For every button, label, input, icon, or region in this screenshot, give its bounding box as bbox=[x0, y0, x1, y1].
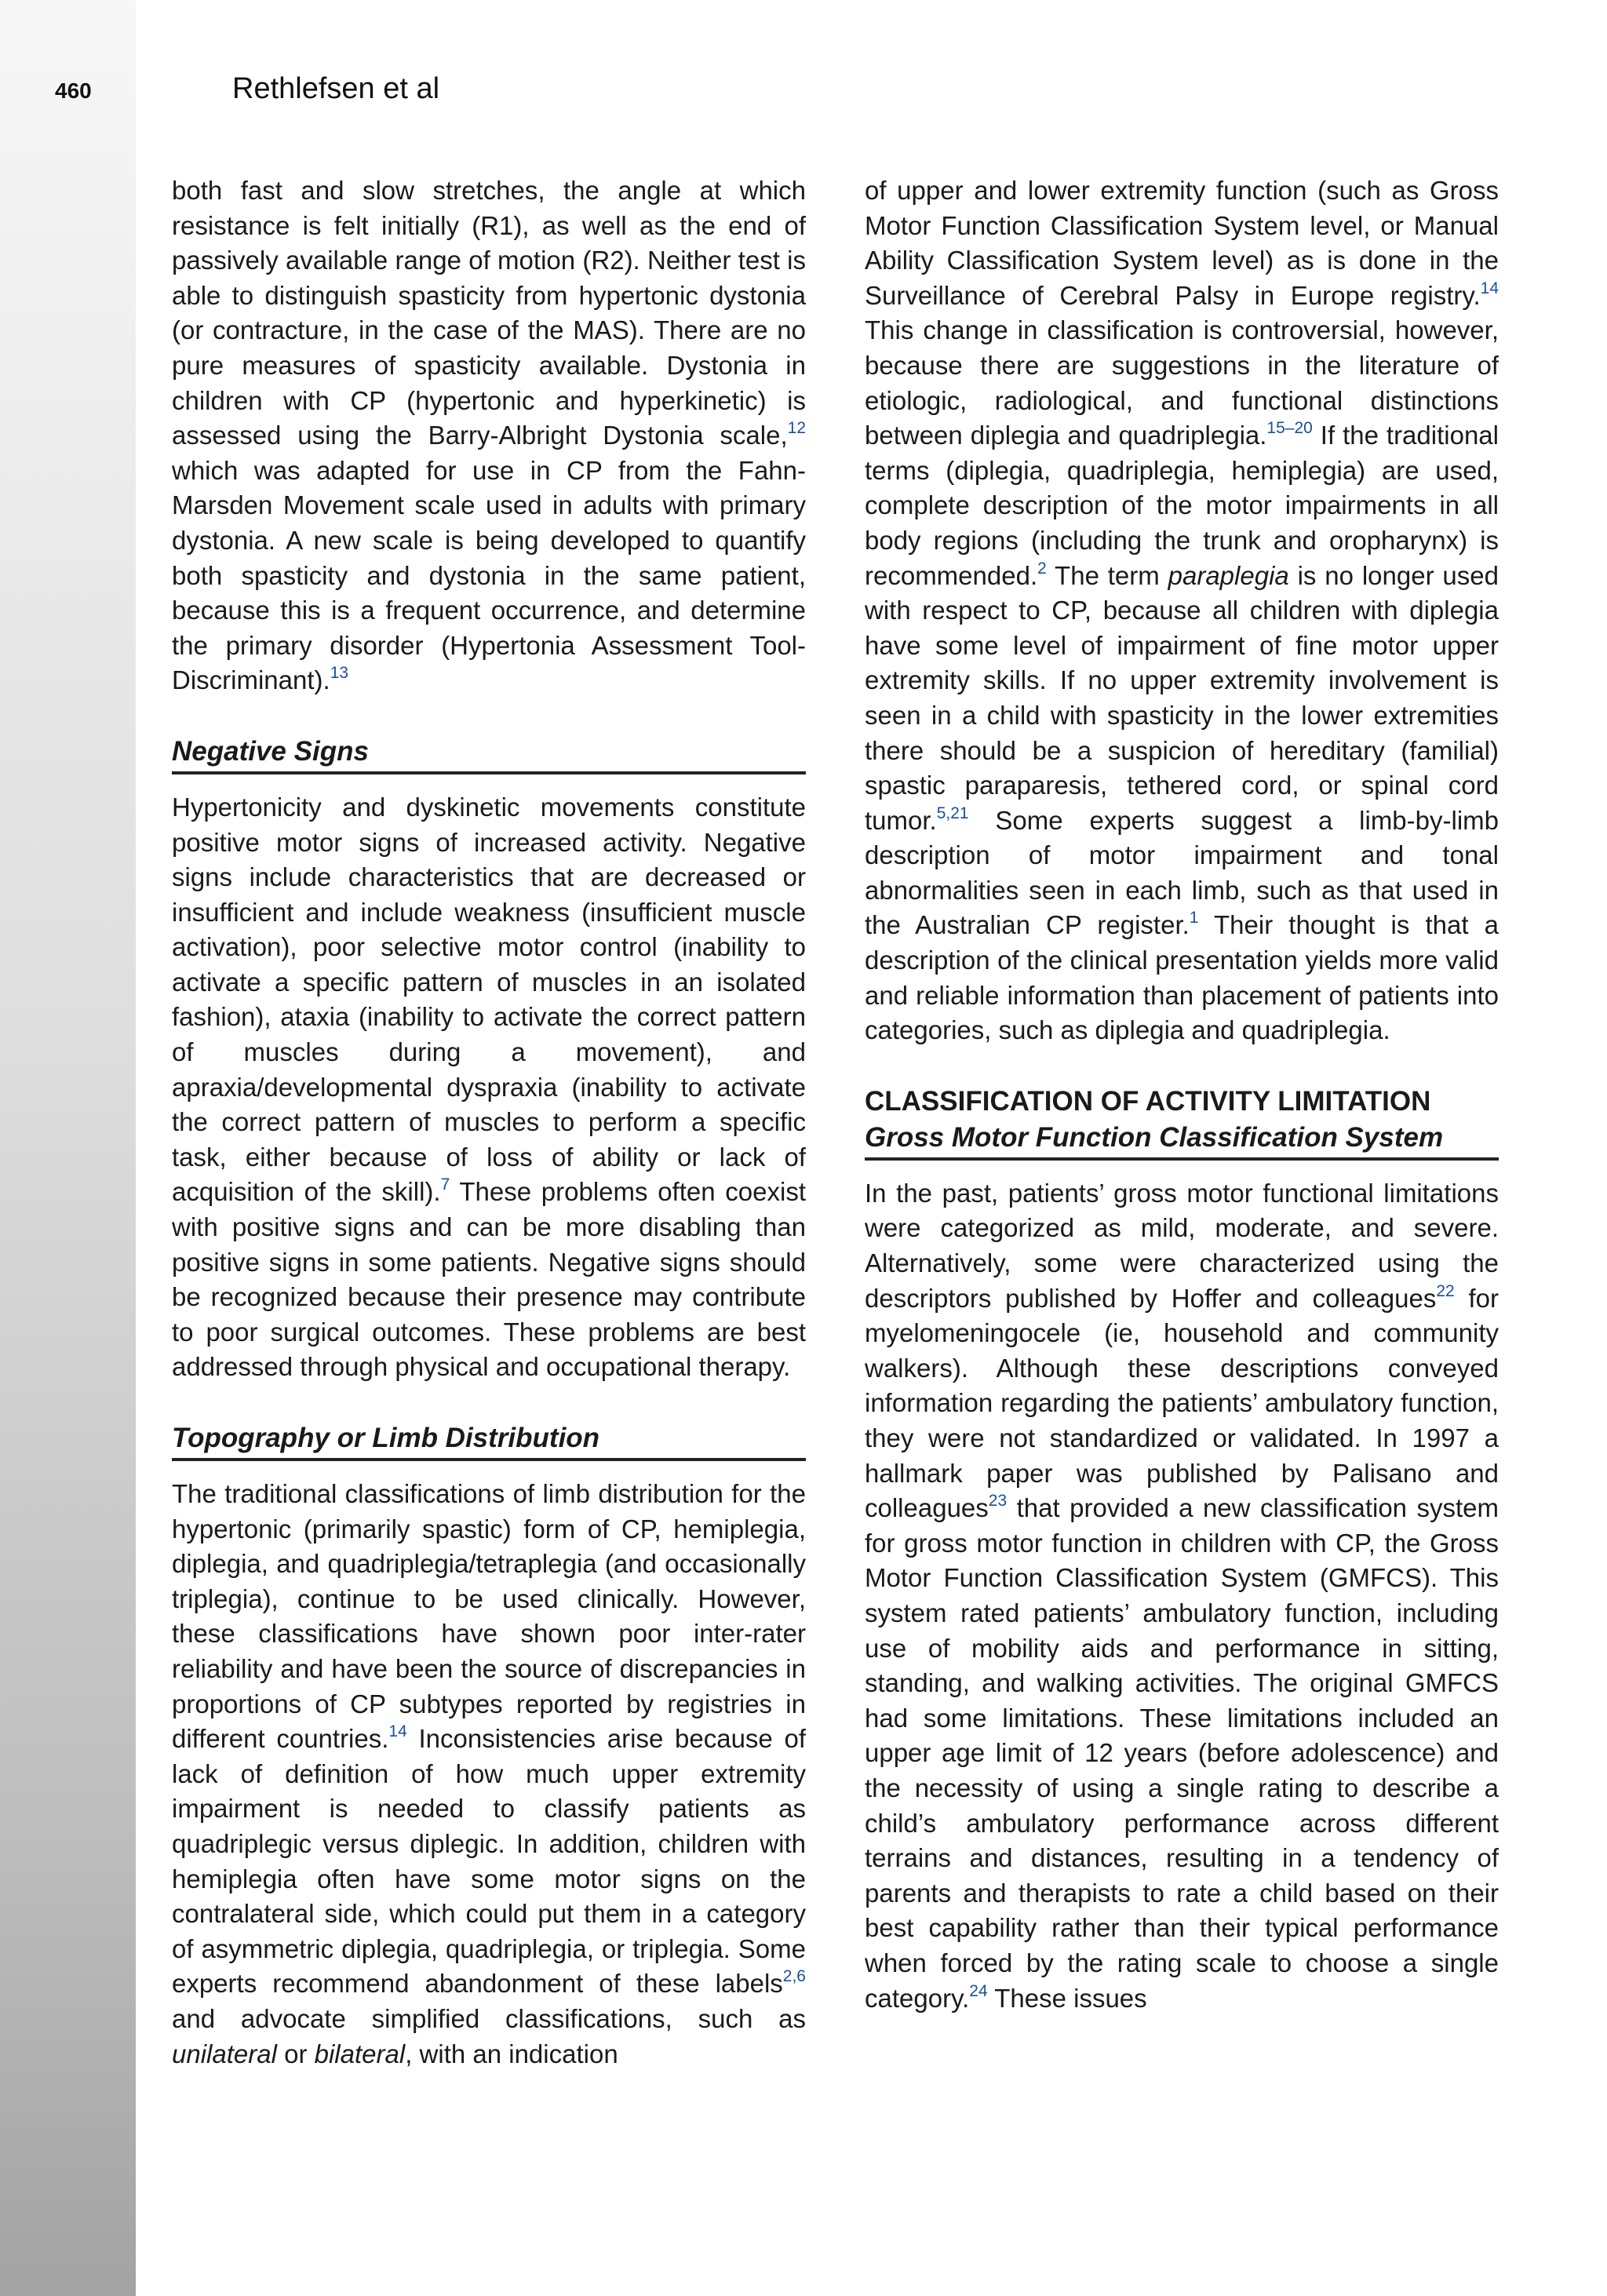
page-number: 460 bbox=[55, 78, 92, 103]
paragraph-topography: The traditional classifications of limb distribution for the hypertonic (primarily spastic) form of CP, hemiplegia, diplegia, and quadriplegia/tetraplegia (and occasionally triplegia), continue to be used clinically. However, these classifications have shown poor inter-rater reliability and have been the source of discrepancies in proportions of CP subtypes reported by registries in different countries.$^{14}$ Inconsistencies arise because of lack of definition of how much upper extremity impairment is needed to classify patients as quadriplegic versus diplegic. In addition, children with hemiplegia often have some motor signs on the contralateral side, which could put them in a category of asymmetric diplegia, quadriplegia, or triplegia. Some experts recommend abandonment of these labels$^{2,6}$ and advocate simplified classifications, such as unilateral or bilateral, with an indication bbox=[172, 1479, 806, 2068]
section-heading-negative-signs: Negative Signs bbox=[172, 734, 806, 774]
section-heading-topography: Topography or Limb Distribution bbox=[172, 1420, 806, 1461]
citation-link[interactable]: 13 bbox=[330, 664, 349, 683]
citation-link[interactable]: 2 bbox=[1037, 559, 1047, 578]
citation-link[interactable]: 12 bbox=[787, 419, 806, 438]
citation-link[interactable]: 14 bbox=[388, 1722, 407, 1741]
left-column bbox=[172, 173, 806, 2072]
paragraph-limb-classification: of upper and lower extremity function (such as Gross Motor Function Classification System level, or Manual Ability Classification System level) as is done in the Surveillance of Cerebral Palsy in Europe registry.$^{14}$ This change in classification is controversial, however, because there are suggestions in the literature of etiologic, radiological, and functional distinctions between diplegia and quadriplegia.$^{15-20}$ If the traditional terms (diplegia, quadriplegia, hemiplegia) are used, complete description of the motor impairments in all body regions (including the trunk and oropharynx) is recommended.$^2$ The term paraplegia is no longer used with respect to CP, because all children with diplegia have some level of impairment of fine motor upper extremity skills. If no upper extremity involvement is seen in a child with spasticity in the lower extremities there should be a suspicion of hereditary (familial) spastic paraparesis, tethered cord, or spinal cord tumor.$^{5,21}$ Some experts suggest a limb-by-limb description of motor impairment and tonal abnormalities seen in each limb, such as that used in the Australian CP register.$^1$ Their thought is that a description of the clinical presentation yields more valid and reliable information than placement of patients into categories, such as diplegia and quadriplegia. bbox=[865, 176, 1500, 1045]
paragraph-negative-signs: Hypertonicity and dyskinetic movements constitute positive motor signs of increased activity. Negative signs include characteristics that are decreased or insufficient and include weakness (insufficient muscle activation), poor selective motor control (inability to activate a specific pattern of muscles in an isolated fashion), ataxia (inability to activate the correct pattern of muscles during a movement), and apraxia/developmental dyspraxia (inability to activate the correct pattern of muscles to perform a specific task, either because of loss of ability or lack of acquisition of the skill).$^7$ These problems often coexist with positive signs and can be more disabling than positive signs in some patients. Negative signs should be recognized because their presence may contribute to poor surgical outcomes. These problems are best addressed through physical and occupational therapy. bbox=[172, 792, 807, 1382]
paragraph-dystonia-scales: both fast and slow stretches, the angle at which resistance is felt initially (R1), as well as the end of passively available range of motion (R2). Neither test is able to distinguish spasticity from hypertonic dystonia (or contracture, in the case of the MAS). There are no pure measures of spasticity available. Dystonia in children with CP (hypertonic and hyperkinetic) is assessed using the Barry-Albright Dystonia scale,$^{12}$ which was adapted for use in CP from the Fahn-Marsden Movement scale used in adults with primary dystonia. A new scale is being developed to quantify both spasticity and dystonia in the same patient, because this is a frequent occurrence, and determine the primary disorder (Hypertonia Assessment Tool-Discriminant).$^{13}$ bbox=[172, 176, 806, 695]
citation-link[interactable]: 2,6 bbox=[782, 1967, 806, 1986]
right-column bbox=[865, 173, 1499, 2016]
citation-link[interactable]: 14 bbox=[1480, 279, 1499, 297]
citation-link[interactable]: 23 bbox=[988, 1492, 1008, 1511]
citation-link[interactable]: 22 bbox=[1436, 1281, 1455, 1300]
section-heading-gmfcs: Gross Motor Function Classification System bbox=[865, 1120, 1499, 1161]
paragraph-gmfcs: In the past, patients’ gross motor functional limitations were categorized as mild, moderate, and severe. Alternatively, some were characterized using the descriptors published by Hoffer and colleagues$^{22}$ for myelomeningocele (ie, household and community walkers). Although these descriptions conveyed information regarding the patients’ ambulatory function, they were not standardized or validated. In 1997 a hallmark paper was published by Palisano and colleagues$^{23}$ that provided a new classification system for gross motor function in children with CP, the Gross Motor Function Classification System (GMFCS). This system rated patients’ ambulatory function, including use of mobility aids and performance in sitting, standing, and walking activities. The original GMFCS had some limitations. These limitations included an upper age limit of 12 years (before adolescence) and the necessity of using a single rating to describe a child’s ambulatory performance across different terrains and distances, resulting in a tendency of parents and therapists to rate a child based on their best capability rather than their typical performance when forced by the rating scale to choose a single category.$^{24}$ These issues bbox=[865, 1178, 1499, 2013]
citation-link[interactable]: 1 bbox=[1189, 909, 1199, 928]
citation-link[interactable]: 24 bbox=[969, 1981, 988, 2000]
running-head: Rethlefsen et al bbox=[232, 72, 440, 105]
citation-link[interactable]: 7 bbox=[440, 1175, 450, 1194]
major-heading-activity-limitation: CLASSIFICATION OF ACTIVITY LIMITATION bbox=[865, 1085, 1431, 1117]
page-margin-bar bbox=[0, 0, 136, 2296]
citation-link[interactable]: 15–20 bbox=[1266, 419, 1313, 438]
citation-link[interactable]: 5,21 bbox=[936, 804, 969, 822]
